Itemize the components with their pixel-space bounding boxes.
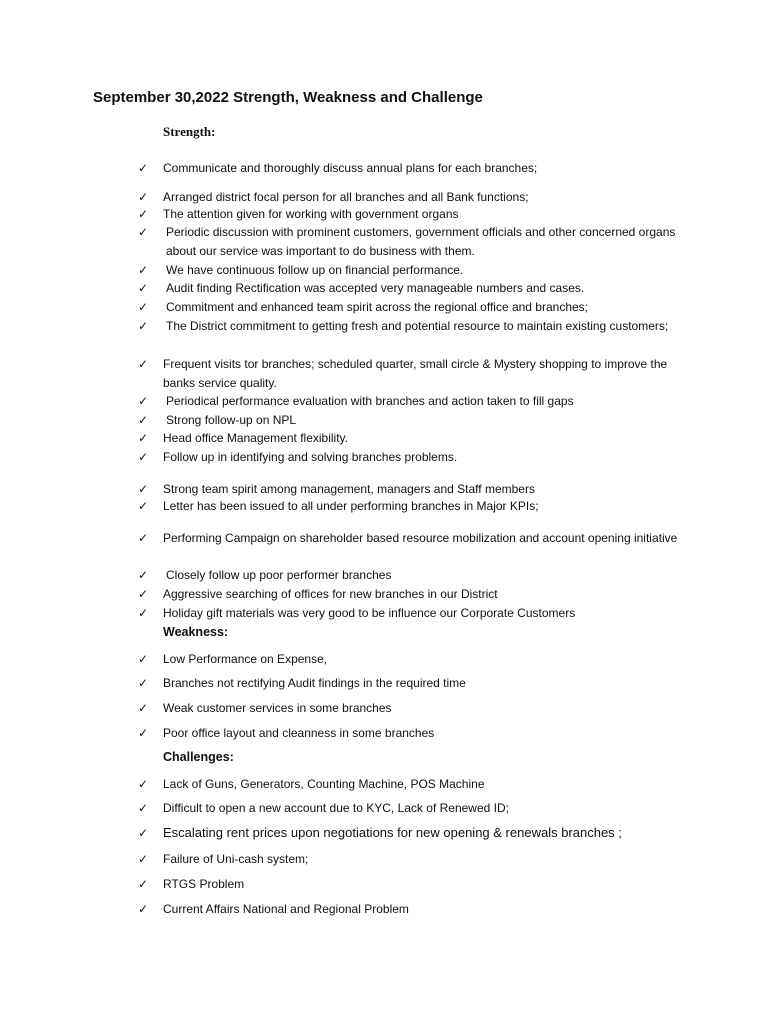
weakness-item-text: Branches not rectifying Audit findings in the required time bbox=[163, 676, 466, 690]
strength-item-text: Performing Campaign on shareholder based resource mobilization and account opening initiative bbox=[163, 531, 678, 545]
strength-item bbox=[138, 480, 698, 499]
strength-item bbox=[138, 279, 698, 298]
checkmark-icon: ✓ bbox=[138, 300, 149, 314]
checkmark-icon: ✓ bbox=[138, 450, 149, 464]
checkmark-icon: ✓ bbox=[138, 319, 149, 333]
strength-item-text: Follow up in identifying and solving branches problems. bbox=[163, 450, 458, 464]
challenge-item bbox=[138, 799, 698, 818]
checkmark-icon: ✓ bbox=[138, 877, 149, 891]
checkmark-icon: ✓ bbox=[138, 394, 149, 408]
checkmark-icon: ✓ bbox=[138, 568, 149, 582]
strength-item bbox=[138, 585, 698, 604]
strength-item-text: Closely follow up poor performer branches bbox=[166, 568, 392, 582]
checkmark-icon: ✓ bbox=[138, 801, 149, 815]
challenge-item-text: Failure of Uni-cash system; bbox=[163, 852, 309, 866]
strength-item bbox=[138, 566, 698, 585]
checkmark-icon: ✓ bbox=[138, 161, 149, 175]
challenge-item bbox=[138, 824, 698, 843]
strength-item-text: Commitment and enhanced team spirit across the regional office and branches; bbox=[166, 300, 589, 314]
weakness-item-text: Low Performance on Expense, bbox=[163, 652, 328, 666]
strength-item-text: Holiday gift materials was very good to be influence our Corporate Customers bbox=[163, 606, 576, 620]
strength-heading: Strength: bbox=[163, 124, 216, 139]
strength-item-text: The District commitment to getting fresh and potential resource to maintain existing customers; bbox=[166, 319, 669, 333]
strength-item bbox=[138, 392, 698, 411]
strength-item bbox=[138, 497, 698, 516]
strength-item-text: Communicate and thoroughly discuss annual plans for each branches; bbox=[163, 161, 538, 175]
strength-item bbox=[138, 159, 698, 178]
weakness-item bbox=[138, 674, 698, 693]
checkmark-icon: ✓ bbox=[138, 499, 149, 513]
strength-item-text: Aggressive searching of offices for new branches in our District bbox=[163, 587, 498, 601]
checkmark-icon: ✓ bbox=[138, 263, 149, 277]
checkmark-icon: ✓ bbox=[138, 281, 149, 295]
strength-item bbox=[138, 355, 698, 392]
checkmark-icon: ✓ bbox=[138, 902, 149, 916]
weakness-item bbox=[138, 650, 698, 669]
checkmark-icon: ✓ bbox=[138, 531, 149, 545]
strength-item-text: Frequent visits tor branches; scheduled quarter, small circle & Mystery shopping to improve the banks service quality. bbox=[163, 357, 668, 390]
challenge-item-text: RTGS Problem bbox=[163, 877, 245, 891]
strength-item-text: The attention given for working with government organs bbox=[163, 207, 459, 221]
checkmark-icon: ✓ bbox=[138, 190, 149, 204]
strength-item bbox=[138, 261, 698, 280]
strength-item-text: Letter has been issued to all under performing branches in Major KPIs; bbox=[163, 499, 539, 513]
challenge-item-text: Current Affairs National and Regional Problem bbox=[163, 902, 409, 916]
challenge-item-text: Lack of Guns, Generators, Counting Machine, POS Machine bbox=[163, 777, 485, 791]
strength-item-text: Strong team spirit among management, managers and Staff members bbox=[163, 482, 535, 496]
checkmark-icon: ✓ bbox=[138, 431, 149, 445]
checkmark-icon: ✓ bbox=[138, 482, 149, 496]
strength-item bbox=[138, 188, 698, 207]
checkmark-icon: ✓ bbox=[138, 413, 149, 427]
strength-item bbox=[138, 448, 698, 467]
checkmark-icon: ✓ bbox=[138, 826, 149, 840]
weakness-item-text: Weak customer services in some branches bbox=[163, 701, 392, 715]
challenge-item bbox=[138, 775, 698, 794]
strength-item-text: Audit finding Rectification was accepted very manageable numbers and cases. bbox=[166, 281, 585, 295]
challenge-item bbox=[138, 875, 698, 894]
document-title: September 30,2022 Strength, Weakness and Challenge bbox=[93, 89, 483, 106]
weakness-item bbox=[138, 699, 698, 718]
weakness-item bbox=[138, 724, 698, 743]
strength-item bbox=[138, 298, 698, 317]
challenge-item-text: Difficult to open a new account due to KYC, Lack of Renewed ID; bbox=[163, 801, 509, 815]
challenge-item bbox=[138, 900, 698, 919]
strength-item bbox=[138, 429, 698, 448]
checkmark-icon: ✓ bbox=[138, 357, 149, 371]
strength-item-text: Periodic discussion with prominent customers, government officials and other concerned organs about our service was important to do business with them. bbox=[166, 225, 676, 258]
challenge-item-text: Escalating rent prices upon negotiations for new opening & renewals branches ; bbox=[163, 825, 622, 840]
checkmark-icon: ✓ bbox=[138, 726, 149, 740]
checkmark-icon: ✓ bbox=[138, 652, 149, 666]
strength-item-text: Strong follow-up on NPL bbox=[166, 413, 297, 427]
checkmark-icon: ✓ bbox=[138, 676, 149, 690]
strength-item bbox=[138, 205, 698, 224]
checkmark-icon: ✓ bbox=[138, 225, 149, 239]
checkmark-icon: ✓ bbox=[138, 207, 149, 221]
challenges-heading: Challenges: bbox=[163, 750, 234, 764]
strength-item bbox=[138, 411, 698, 430]
strength-item-text: Periodical performance evaluation with branches and action taken to fill gaps bbox=[166, 394, 574, 408]
checkmark-icon: ✓ bbox=[138, 701, 149, 715]
strength-item bbox=[138, 317, 698, 336]
strength-item bbox=[138, 223, 698, 260]
strength-item bbox=[138, 604, 698, 623]
checkmark-icon: ✓ bbox=[138, 777, 149, 791]
weakness-heading: Weakness: bbox=[163, 625, 229, 639]
weakness-item-text: Poor office layout and cleanness in some branches bbox=[163, 726, 435, 740]
strength-item-text: We have continuous follow up on financial performance. bbox=[166, 263, 464, 277]
checkmark-icon: ✓ bbox=[138, 606, 149, 620]
checkmark-icon: ✓ bbox=[138, 852, 149, 866]
strength-item-text: Head office Management flexibility. bbox=[163, 431, 348, 445]
checkmark-icon: ✓ bbox=[138, 587, 149, 601]
strength-item-text: Arranged district focal person for all branches and all Bank functions; bbox=[163, 190, 529, 204]
strength-item bbox=[138, 529, 698, 548]
challenge-item bbox=[138, 850, 698, 869]
